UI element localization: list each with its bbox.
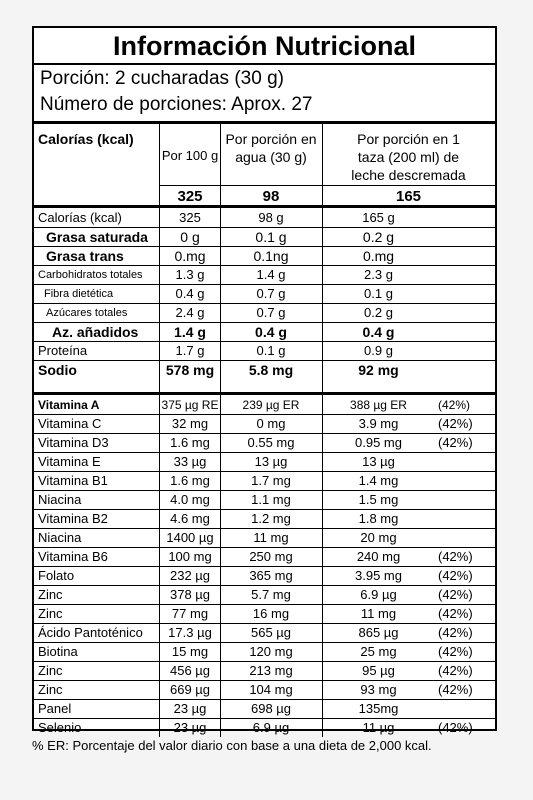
macro-row [34, 341, 495, 360]
value-per-100g: 33 µg [173, 454, 207, 469]
nutrient-name: Biotina [38, 644, 78, 659]
nutrition-label [32, 26, 497, 735]
percent-dv: (42%) [438, 549, 473, 564]
vitamin-row [34, 414, 495, 433]
value-water: 239 µg ER [242, 397, 300, 412]
value-milk: 6.9 µg [360, 587, 397, 602]
vitamin-row [34, 661, 495, 680]
percent-dv: (42%) [438, 587, 473, 602]
label-title: Información Nutricional [112, 31, 417, 61]
percent-dv: (42%) [438, 682, 473, 697]
value-milk: 25 mg [360, 644, 397, 659]
value-milk: 92 mg [358, 361, 399, 378]
nutrient-name: Zinc [38, 663, 63, 678]
nutrient-name: Vitamina D3 [38, 435, 109, 450]
value-per-100g: 1.3 g [175, 267, 205, 282]
header-water-line2: agua (30 g) [235, 149, 307, 165]
value-milk: 2.3 g [364, 267, 393, 282]
macro-row [34, 303, 495, 322]
value-water: 0 mg [256, 416, 286, 431]
value-milk: 135mg [358, 701, 399, 716]
value-milk: 0.1 g [364, 286, 393, 301]
nutrient-name: Sodio [38, 361, 77, 378]
value-water: 365 mg [249, 568, 293, 583]
nutrient-name: Azúcares totales [46, 306, 128, 319]
vitamin-row [34, 395, 495, 414]
header-col-divider-2 [220, 124, 221, 205]
value-water: 0.1 g [256, 343, 286, 358]
value-water: 213 mg [249, 663, 293, 678]
value-water: 0.55 mg [247, 435, 295, 450]
vitamin-row [34, 452, 495, 471]
vitamin-row [34, 642, 495, 661]
percent-dv: (42%) [438, 644, 473, 659]
table-col-divider [322, 208, 323, 737]
value-per-100g: 578 mg [165, 361, 215, 378]
value-per-100g: 1.6 mg [170, 473, 210, 488]
percent-dv [438, 208, 493, 227]
nutrient-name: Selenio [38, 720, 82, 735]
servings-per-container: Número de porciones: Aprox. 27 [40, 94, 313, 115]
nutrient-name: Vitamina A [38, 397, 100, 412]
header-top-divider [34, 121, 495, 124]
percent-dv [438, 452, 493, 471]
value-water: 98 g [258, 210, 284, 225]
nutrient-name: Vitamina B1 [38, 473, 108, 488]
value-milk: 240 mg [356, 549, 401, 564]
value-per-100g: 2.4 g [175, 305, 205, 320]
table-col-divider [220, 208, 221, 737]
vitamin-row [34, 699, 495, 718]
value-milk: 0.2 g [362, 228, 395, 245]
nutrient-name: Vitamina B6 [38, 549, 108, 564]
value-per-100g: 15 mg [171, 644, 209, 659]
percent-dv [438, 227, 493, 246]
nutrient-name: Zinc [38, 606, 63, 621]
percent-dv [438, 246, 493, 265]
value-water: 120 mg [249, 644, 293, 659]
value-milk: 0.9 g [364, 343, 393, 358]
value-per-100g: 375 µg RE [161, 397, 219, 412]
macro-row [34, 360, 495, 379]
value-water: 0.1ng [253, 247, 289, 264]
value-water: 250 mg [249, 549, 293, 564]
value-milk: 95 µg [362, 663, 395, 678]
value-milk: 3.9 mg [358, 416, 399, 431]
value-milk: 11 µg [362, 720, 395, 735]
value-water: 16 mg [252, 606, 290, 621]
value-milk: 13 µg [362, 454, 395, 469]
value-per-100g: 77 mg [171, 606, 209, 621]
value-milk: 11 mg [360, 606, 397, 621]
value-per-100g: 1.7 g [175, 343, 205, 358]
nutrient-name: Niacina [38, 492, 82, 507]
header-milk-line2: taza (200 ml) de [357, 149, 460, 165]
value-water: 0.4 g [255, 323, 287, 340]
value-water: 0.7 g [256, 305, 286, 320]
macro-row [34, 208, 495, 227]
vitamin-row [34, 604, 495, 623]
percent-dv: (42%) [438, 625, 473, 640]
nutrient-name: Az. añadidos [52, 323, 139, 340]
total-milk: 165 [395, 188, 422, 205]
nutrient-name: Carbohidratos totales [38, 268, 143, 281]
header-calories-label: Calorías (kcal) [38, 131, 134, 147]
macro-row [34, 265, 495, 284]
value-per-100g: 378 µg [169, 587, 211, 602]
nutrient-name: Niacina [38, 530, 82, 545]
percent-dv [438, 509, 493, 528]
value-milk: 20 mg [360, 530, 397, 545]
percent-dv: (42%) [438, 568, 473, 583]
value-milk: 865 µg [358, 625, 399, 640]
vitamin-row [34, 433, 495, 452]
nutrient-name: Vitamina E [38, 454, 101, 469]
value-water: 0.7 g [256, 286, 286, 301]
nutrient-name: Grasa trans [46, 247, 124, 264]
header-totals-divider [160, 185, 495, 186]
header-col-divider-1 [159, 124, 160, 205]
value-per-100g: 325 [179, 210, 201, 225]
percent-dv [438, 284, 493, 303]
value-per-100g: 100 mg [168, 549, 212, 564]
value-per-100g: 4.6 mg [170, 511, 210, 526]
value-water: 1.4 g [256, 267, 286, 282]
value-milk: 388 µg ER [350, 397, 407, 412]
nutrient-name: Ácido Pantoténico [38, 625, 143, 640]
vitamin-row [34, 718, 495, 737]
vitamin-row [34, 490, 495, 509]
percent-dv [438, 699, 493, 718]
value-per-100g: 1.4 g [174, 323, 206, 340]
total-per-100g: 325 [177, 188, 203, 205]
value-milk: 3.95 mg [355, 568, 402, 583]
value-per-100g: 0.mg [174, 247, 206, 264]
value-water: 1.2 mg [251, 511, 291, 526]
value-per-100g: 0.4 g [175, 286, 205, 301]
nutrient-name: Folato [38, 568, 75, 583]
value-water: 1.7 mg [251, 473, 291, 488]
value-per-100g: 4.0 mg [170, 492, 210, 507]
vitamin-row [34, 547, 495, 566]
value-water: 698 µg [250, 701, 292, 716]
footnote: % ER: Porcentaje del valor diario con base a una dieta de 2,000 kcal. [32, 738, 432, 753]
nutrient-name: Proteína [38, 343, 88, 358]
nutrient-name: Fibra dietética [44, 287, 114, 300]
value-per-100g: 0 g [180, 228, 200, 245]
value-per-100g: 23 µg [173, 701, 207, 716]
header-water-line1: Por porción en [225, 131, 317, 147]
nutrient-name: Grasa saturada [46, 228, 148, 245]
value-water: 0.1 g [255, 228, 287, 245]
percent-dv [438, 303, 493, 322]
vitamin-row [34, 566, 495, 585]
value-milk: 1.5 mg [358, 492, 399, 507]
value-water: 11 mg [253, 530, 289, 545]
title-divider [34, 63, 495, 65]
total-water: 98 [262, 188, 280, 205]
value-milk: 165 g [362, 210, 395, 225]
nutrient-name: Vitamina B2 [38, 511, 108, 526]
vitamin-row [34, 471, 495, 490]
value-per-100g: 232 µg [169, 568, 211, 583]
value-water: 6.9 µg [252, 720, 290, 735]
value-water: 5.8 mg [248, 361, 294, 378]
macro-row [34, 246, 495, 265]
header-col-divider-3 [322, 124, 323, 205]
percent-dv [438, 490, 493, 509]
table-col-divider [159, 208, 160, 737]
value-water: 1.1 mg [251, 492, 291, 507]
value-milk: 0.2 g [364, 305, 393, 320]
percent-dv: (42%) [438, 606, 473, 621]
percent-dv: (42%) [438, 435, 473, 450]
value-water: 5.7 mg [251, 587, 291, 602]
percent-dv: (42%) [438, 397, 471, 412]
macro-row [34, 284, 495, 303]
vitamin-row [34, 623, 495, 642]
value-milk: 0.4 g [362, 323, 395, 340]
vitamin-row [34, 509, 495, 528]
nutrient-name: Zinc [38, 587, 63, 602]
vitamin-row [34, 680, 495, 699]
percent-dv [438, 265, 493, 284]
percent-dv: (42%) [438, 720, 473, 735]
percent-dv [438, 528, 493, 547]
nutrient-name: Panel [38, 701, 72, 716]
nutrient-name: Zinc [38, 682, 63, 697]
value-per-100g: 1400 µg [166, 530, 214, 545]
header-milk-line1: Por porción en 1 [357, 131, 460, 147]
vitamin-row [34, 528, 495, 547]
value-water: 104 mg [249, 682, 293, 697]
header-per-100g: Por 100 g [161, 148, 219, 163]
value-milk: 0.mg [362, 247, 395, 264]
macro-row [34, 322, 495, 341]
nutrient-name: Calorías (kcal) [38, 210, 122, 225]
value-per-100g: 669 µg [169, 682, 211, 697]
value-per-100g: 456 µg [169, 663, 211, 678]
macro-row [34, 227, 495, 246]
serving-size: Porción: 2 cucharadas (30 g) [40, 68, 284, 89]
nutrient-name: Vitamina C [38, 416, 102, 431]
value-milk: 1.8 mg [358, 511, 399, 526]
value-per-100g: 1.6 mg [170, 435, 210, 450]
value-per-100g: 23 µg [173, 720, 207, 735]
percent-dv [438, 471, 493, 490]
percent-dv [438, 341, 493, 360]
value-water: 565 µg [250, 625, 292, 640]
value-milk: 1.4 mg [358, 473, 399, 488]
value-milk: 93 mg [360, 682, 397, 697]
value-milk: 0.95 mg [355, 435, 402, 450]
value-water: 13 µg [254, 454, 288, 469]
percent-dv [438, 322, 493, 341]
value-per-100g: 32 mg [171, 416, 209, 431]
percent-dv: (42%) [438, 663, 473, 678]
header-milk-line3: leche descremada [351, 167, 466, 183]
value-per-100g: 17.3 µg [168, 625, 212, 640]
percent-dv: (42%) [438, 416, 473, 431]
percent-dv [438, 360, 493, 379]
vitamin-row [34, 585, 495, 604]
